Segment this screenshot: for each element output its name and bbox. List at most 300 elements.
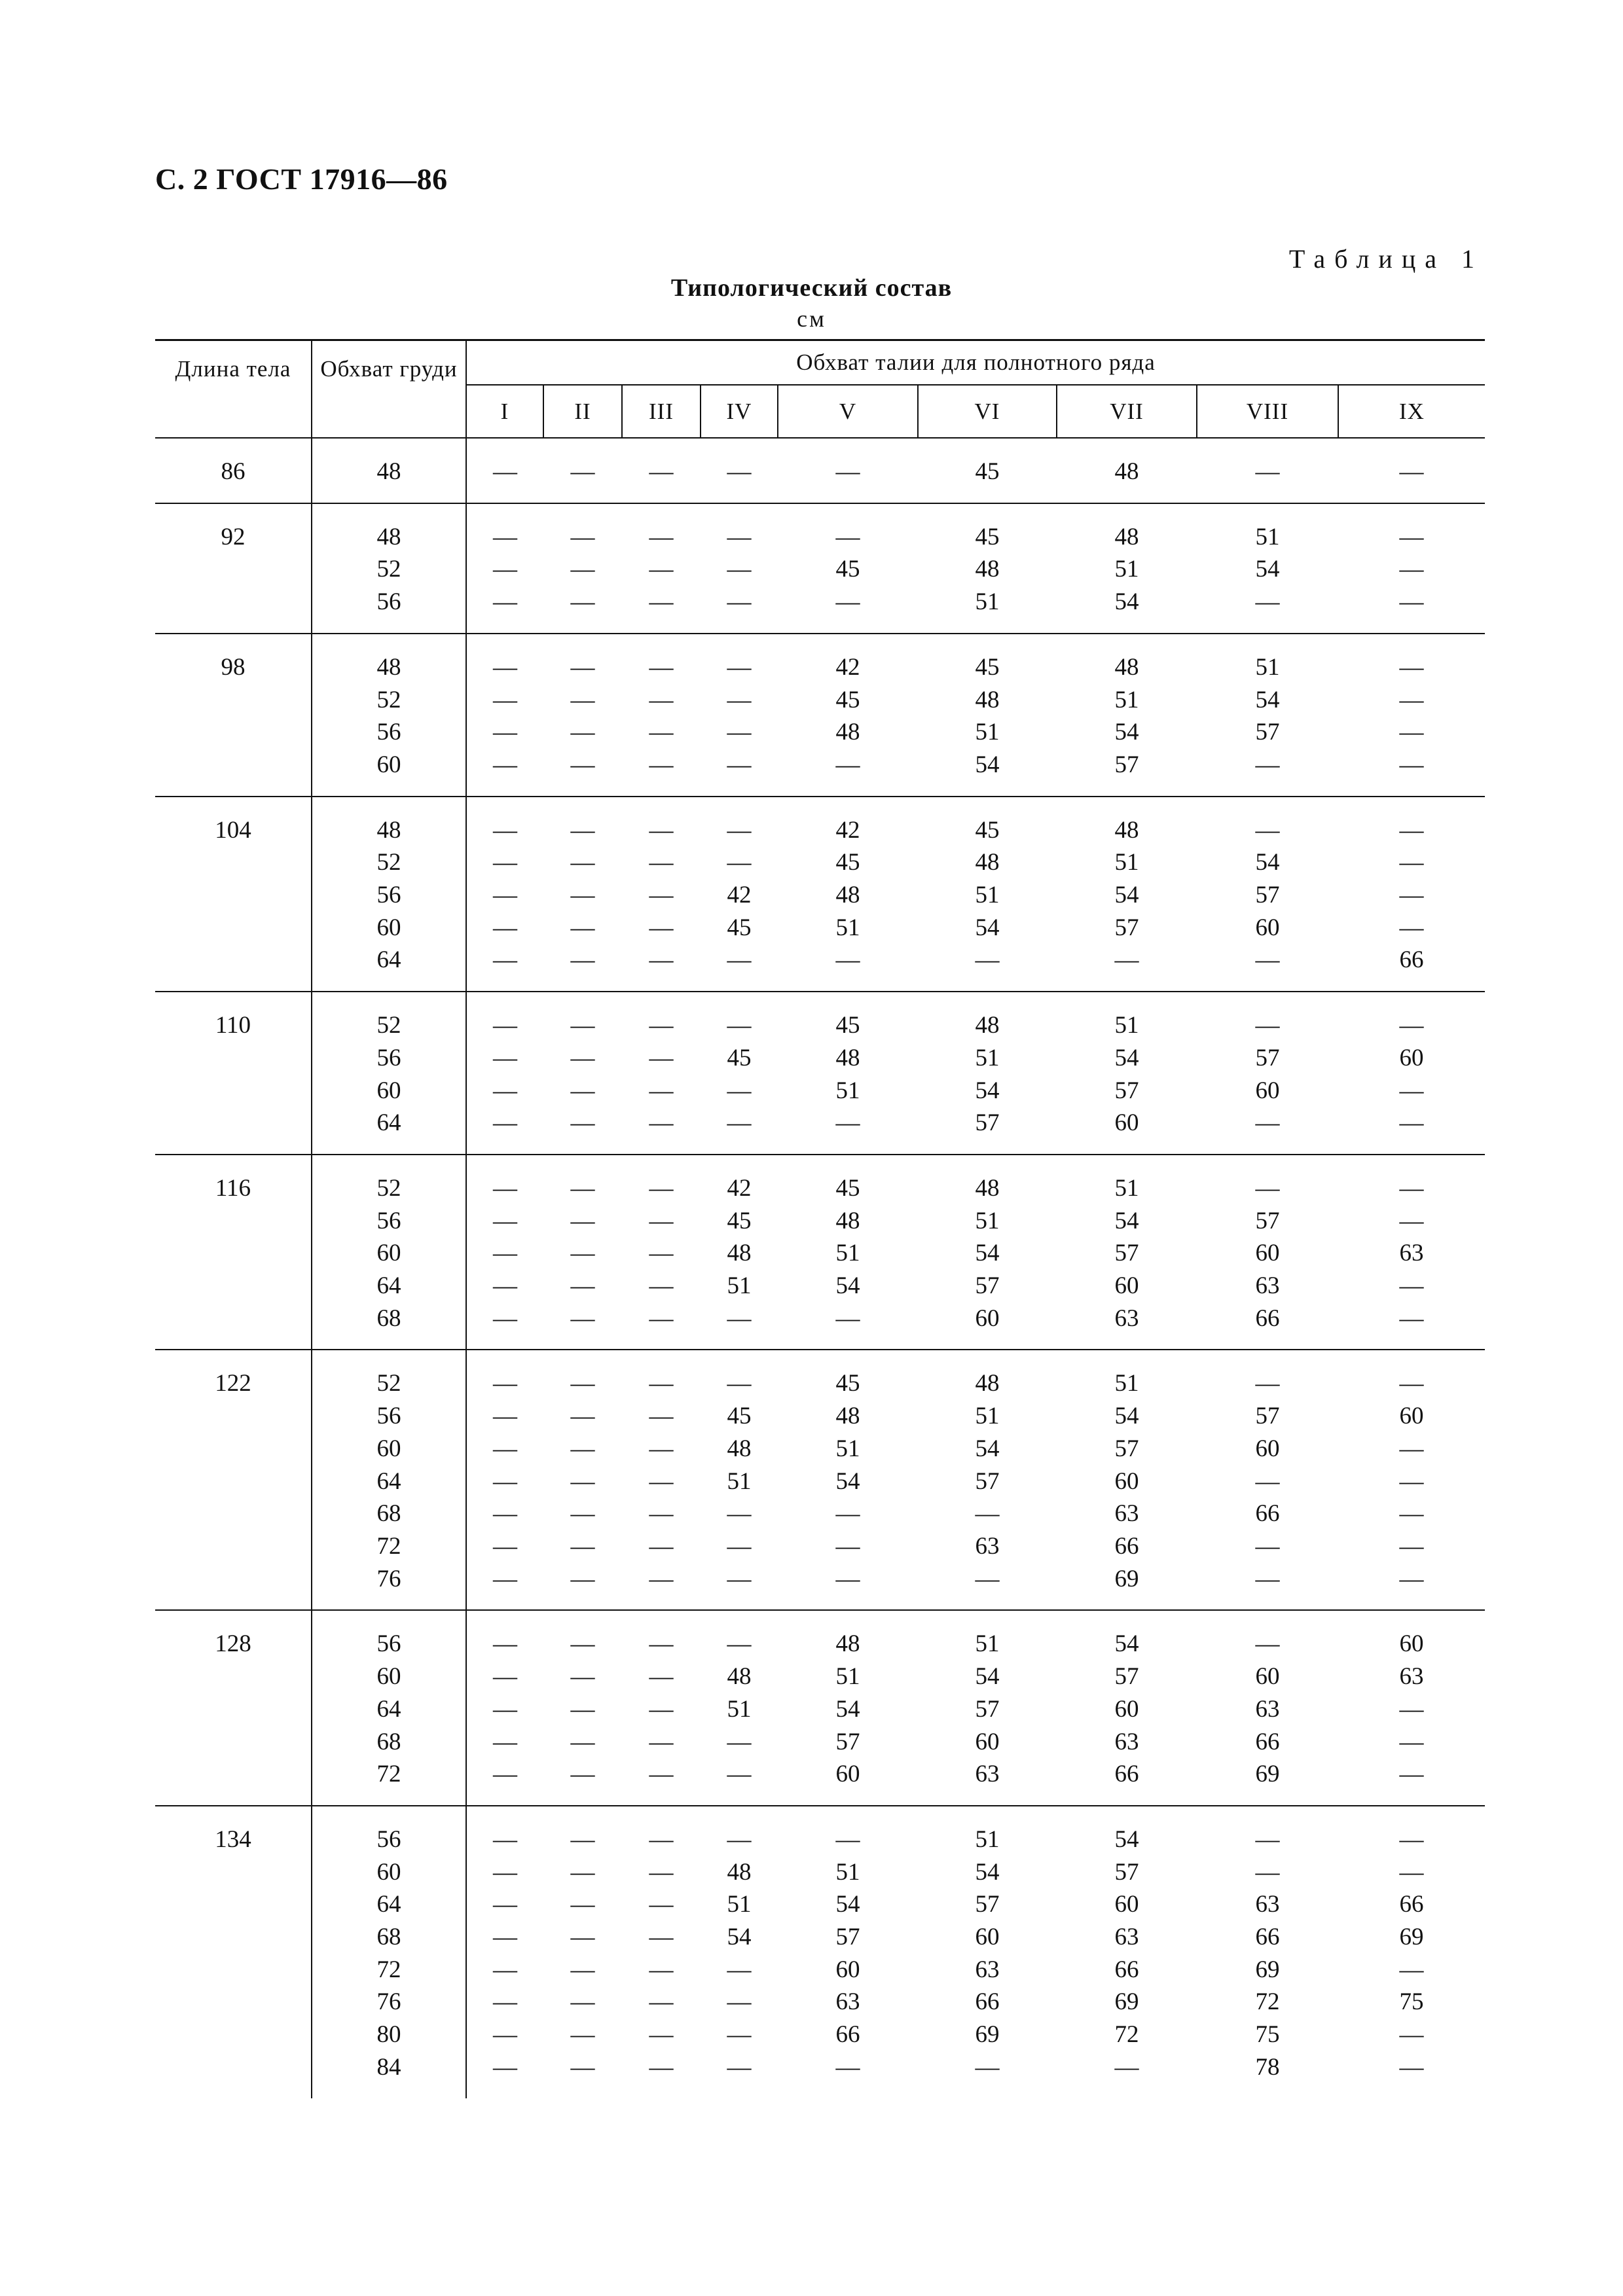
waist-value: 51 — [1255, 653, 1280, 681]
waist-value: 69 — [975, 2021, 1000, 2049]
waist-value: 51 — [835, 1435, 860, 1462]
chest-cell — [312, 1610, 466, 1806]
waist-column-cell-7 — [1057, 1350, 1197, 1610]
waist-value: — — [1255, 588, 1280, 616]
body-length-value: 92 — [221, 523, 246, 550]
chest-value: 68 — [376, 1924, 401, 1951]
waist-value: — — [570, 1240, 595, 1267]
waist-value: — — [570, 816, 595, 844]
waist-value: — — [649, 1761, 674, 1788]
waist-value: 69 — [1399, 1924, 1424, 1951]
body-length-cell — [155, 992, 312, 1155]
chest-value: 52 — [376, 1174, 401, 1202]
waist-value: — — [649, 1956, 674, 1983]
waist-value: — — [1399, 1207, 1424, 1234]
waist-column-cell-1 — [466, 503, 543, 634]
waist-column-cell-8 — [1197, 1155, 1338, 1350]
waist-value: — — [493, 2053, 517, 2081]
waist-value: — — [1399, 816, 1424, 844]
page-header: С. 2 ГОСТ 17916—86 — [155, 162, 448, 196]
waist-value: 60 — [1399, 1630, 1424, 1658]
waist-value: 60 — [1255, 1663, 1280, 1691]
waist-value: — — [835, 1565, 860, 1592]
waist-value: — — [649, 1304, 674, 1332]
waist-value: — — [493, 1012, 517, 1039]
waist-value: 42 — [835, 816, 860, 844]
waist-value: — — [570, 1467, 595, 1495]
waist-column-cell-2 — [543, 438, 622, 503]
waist-column-cell-9 — [1338, 438, 1485, 503]
waist-value: — — [570, 1858, 595, 1886]
waist-value: — — [570, 686, 595, 713]
waist-column-cell-3 — [622, 1610, 701, 1806]
waist-value: 48 — [975, 1012, 1000, 1039]
waist-value: — — [570, 1761, 595, 1788]
waist-value: 54 — [835, 1467, 860, 1495]
waist-value: 66 — [1114, 1956, 1139, 1983]
waist-value: — — [649, 1565, 674, 1592]
waist-column-cell-4 — [701, 634, 778, 797]
waist-value: — — [727, 1370, 752, 1397]
waist-value: — — [1399, 1012, 1424, 1039]
length-group-row — [155, 992, 1485, 1155]
waist-column-cell-9 — [1338, 634, 1485, 797]
waist-value: 51 — [975, 1630, 1000, 1658]
waist-value: 45 — [727, 1044, 752, 1071]
waist-value: — — [570, 1565, 595, 1592]
waist-value: 78 — [1255, 2053, 1280, 2081]
waist-value: 51 — [975, 882, 1000, 909]
waist-column-cell-4 — [701, 1350, 778, 1610]
length-group-row — [155, 438, 1485, 503]
waist-value: — — [649, 1630, 674, 1658]
waist-value: — — [570, 946, 595, 974]
fullness-header-8: VIII — [1197, 385, 1338, 438]
waist-value: 63 — [835, 1988, 860, 2016]
body-length-value: 116 — [215, 1174, 251, 1202]
waist-value: 60 — [1114, 1891, 1139, 1918]
waist-value: — — [1255, 1370, 1280, 1397]
chest-value: 56 — [376, 1630, 401, 1658]
waist-value: 54 — [1114, 882, 1139, 909]
waist-value: 51 — [975, 588, 1000, 616]
waist-column-cell-6 — [918, 1806, 1057, 2098]
waist-value: 72 — [1114, 2021, 1139, 2049]
waist-value: 57 — [1114, 1435, 1139, 1462]
waist-column-cell-5 — [778, 797, 918, 992]
waist-value: 45 — [727, 914, 752, 941]
waist-value: — — [649, 523, 674, 550]
fullness-header-1: I — [466, 385, 543, 438]
waist-value: 45 — [835, 556, 860, 583]
waist-value: — — [1399, 556, 1424, 583]
waist-value: — — [493, 556, 517, 583]
waist-value: — — [649, 1109, 674, 1137]
waist-value: 48 — [727, 1240, 752, 1267]
waist-column-cell-5 — [778, 1806, 918, 2098]
waist-value: — — [1399, 882, 1424, 909]
waist-value: — — [1255, 1858, 1280, 1886]
length-group-row — [155, 1155, 1485, 1350]
waist-value: — — [1399, 1109, 1424, 1137]
waist-value: — — [493, 1500, 517, 1528]
waist-value: — — [1255, 1109, 1280, 1137]
waist-value: — — [1114, 2053, 1139, 2081]
waist-value: 45 — [975, 523, 1000, 550]
typology-table — [155, 339, 1485, 2098]
waist-value: — — [835, 1532, 860, 1560]
waist-value: — — [649, 849, 674, 876]
body-length-cell — [155, 438, 312, 503]
waist-value: 48 — [1114, 458, 1139, 485]
waist-column-cell-3 — [622, 438, 701, 503]
waist-value: 57 — [975, 1891, 1000, 1918]
body-length-cell — [155, 1610, 312, 1806]
waist-value: — — [649, 882, 674, 909]
waist-column-cell-7 — [1057, 438, 1197, 503]
waist-value: 48 — [975, 1370, 1000, 1397]
chest-value: 60 — [376, 1077, 401, 1104]
waist-value: — — [649, 1272, 674, 1300]
waist-column-cell-7 — [1057, 503, 1197, 634]
waist-column-cell-4 — [701, 503, 778, 634]
waist-value: — — [727, 2021, 752, 2049]
waist-value: — — [649, 751, 674, 778]
fullness-header-3: III — [622, 385, 701, 438]
chest-value: 64 — [376, 1467, 401, 1495]
waist-value: — — [493, 1825, 517, 1853]
waist-value: — — [570, 849, 595, 876]
waist-value: — — [727, 1532, 752, 1560]
waist-value: 51 — [835, 1077, 860, 1104]
waist-value: — — [493, 1403, 517, 1430]
waist-value: — — [649, 1663, 674, 1691]
waist-column-cell-8 — [1197, 1806, 1338, 2098]
chest-value: 64 — [376, 1695, 401, 1723]
waist-value: 60 — [1255, 1435, 1280, 1462]
waist-value: — — [493, 1695, 517, 1723]
waist-value: 45 — [975, 458, 1000, 485]
waist-value: — — [493, 1304, 517, 1332]
unit-label: см — [797, 306, 826, 332]
waist-column-cell-6 — [918, 438, 1057, 503]
waist-value: 57 — [975, 1272, 1000, 1300]
waist-value: — — [727, 1109, 752, 1137]
waist-column-cell-1 — [466, 1610, 543, 1806]
waist-value: — — [1114, 946, 1139, 974]
waist-value: — — [493, 719, 517, 746]
fullness-header-2: II — [543, 385, 622, 438]
waist-column-cell-4 — [701, 1155, 778, 1350]
waist-value: — — [570, 458, 595, 485]
waist-value: — — [570, 1109, 595, 1137]
waist-value: — — [975, 1500, 1000, 1528]
waist-value: 54 — [1114, 1825, 1139, 1853]
waist-value: — — [649, 1044, 674, 1071]
waist-value: — — [727, 1565, 752, 1592]
chest-value: 56 — [376, 1825, 401, 1853]
waist-value: — — [493, 588, 517, 616]
chest-value: 64 — [376, 946, 401, 974]
waist-value: — — [1255, 816, 1280, 844]
waist-value: — — [493, 751, 517, 778]
fullness-header-5: V — [778, 385, 918, 438]
waist-column-cell-2 — [543, 1610, 622, 1806]
chest-value: 60 — [376, 1240, 401, 1267]
waist-value: 63 — [975, 1956, 1000, 1983]
waist-value: 57 — [1255, 719, 1280, 746]
waist-value: 63 — [1114, 1924, 1139, 1951]
waist-value: — — [570, 2053, 595, 2081]
chest-value: 72 — [376, 1761, 401, 1788]
waist-value: 51 — [727, 1272, 752, 1300]
waist-value: 48 — [975, 1174, 1000, 1202]
waist-value: — — [1399, 1174, 1424, 1202]
waist-value: — — [493, 1988, 517, 2016]
waist-value: — — [835, 1304, 860, 1332]
waist-value: 54 — [1114, 1630, 1139, 1658]
waist-column-cell-8 — [1197, 438, 1338, 503]
waist-value: 45 — [975, 816, 1000, 844]
waist-value: 51 — [835, 1858, 860, 1886]
waist-value: — — [649, 1695, 674, 1723]
waist-value: 60 — [1114, 1695, 1139, 1723]
waist-value: 54 — [1114, 719, 1139, 746]
waist-value: — — [493, 1532, 517, 1560]
waist-value: — — [727, 523, 752, 550]
fullness-header-7: VII — [1057, 385, 1197, 438]
waist-value: 57 — [1114, 751, 1139, 778]
chest-value: 68 — [376, 1728, 401, 1755]
waist-value: — — [649, 2053, 674, 2081]
waist-value: 66 — [975, 1988, 1000, 2016]
waist-column-cell-8 — [1197, 503, 1338, 634]
waist-value: — — [1399, 1077, 1424, 1104]
waist-value: — — [835, 1500, 860, 1528]
waist-column-cell-3 — [622, 1806, 701, 2098]
waist-column-cell-3 — [622, 503, 701, 634]
waist-value: — — [1399, 1304, 1424, 1332]
chest-value: 60 — [376, 914, 401, 941]
waist-value: 57 — [1114, 914, 1139, 941]
waist-value: 60 — [975, 1304, 1000, 1332]
waist-value: 60 — [1255, 914, 1280, 941]
waist-value: — — [649, 1240, 674, 1267]
waist-value: 51 — [1114, 686, 1139, 713]
waist-value: — — [570, 1077, 595, 1104]
waist-column-cell-5 — [778, 503, 918, 634]
waist-value: — — [727, 946, 752, 974]
waist-value: — — [570, 1272, 595, 1300]
waist-value: — — [649, 1403, 674, 1430]
waist-value: 69 — [1255, 1761, 1280, 1788]
waist-value: 48 — [835, 719, 860, 746]
waist-value: — — [649, 1012, 674, 1039]
waist-value: 48 — [835, 1403, 860, 1430]
waist-value: — — [570, 1891, 595, 1918]
waist-value: — — [493, 1761, 517, 1788]
waist-value: 57 — [1255, 1403, 1280, 1430]
waist-value: — — [727, 816, 752, 844]
waist-value: 57 — [835, 1924, 860, 1951]
waist-value: — — [493, 1891, 517, 1918]
waist-column-cell-8 — [1197, 634, 1338, 797]
waist-value: 48 — [835, 882, 860, 909]
waist-value: 66 — [1255, 1924, 1280, 1951]
waist-column-cell-5 — [778, 438, 918, 503]
waist-value: — — [493, 1728, 517, 1755]
waist-value: — — [727, 458, 752, 485]
waist-value: — — [570, 1044, 595, 1071]
waist-column-cell-3 — [622, 634, 701, 797]
waist-value: — — [727, 1825, 752, 1853]
waist-value: 51 — [975, 1044, 1000, 1071]
waist-column-cell-9 — [1338, 992, 1485, 1155]
waist-value: — — [1255, 1565, 1280, 1592]
waist-value: — — [570, 1304, 595, 1332]
chest-value: 56 — [376, 588, 401, 616]
waist-value: 42 — [835, 653, 860, 681]
waist-value: 54 — [975, 1858, 1000, 1886]
waist-value: 54 — [975, 1663, 1000, 1691]
waist-value: — — [1399, 1272, 1424, 1300]
chest-value: 48 — [376, 816, 401, 844]
waist-column-cell-5 — [778, 634, 918, 797]
waist-value: 57 — [975, 1109, 1000, 1137]
waist-value: — — [493, 849, 517, 876]
waist-column-cell-6 — [918, 797, 1057, 992]
waist-value: 63 — [975, 1532, 1000, 1560]
waist-value: — — [493, 1565, 517, 1592]
waist-value: — — [570, 1630, 595, 1658]
waist-value: — — [727, 1728, 752, 1755]
waist-value: 60 — [1255, 1240, 1280, 1267]
waist-value: — — [649, 556, 674, 583]
waist-value: — — [1399, 914, 1424, 941]
waist-value: — — [1399, 1956, 1424, 1983]
waist-value: 48 — [975, 686, 1000, 713]
length-group-row — [155, 1806, 1485, 2098]
waist-value: 51 — [1114, 849, 1139, 876]
waist-value: 57 — [975, 1695, 1000, 1723]
waist-value: — — [727, 1304, 752, 1332]
waist-value: 66 — [1255, 1500, 1280, 1528]
chest-header: Обхват груди — [312, 340, 466, 439]
fullness-header-9: IX — [1338, 385, 1485, 438]
waist-value: 60 — [1114, 1109, 1139, 1137]
waist-column-cell-4 — [701, 438, 778, 503]
waist-value: — — [1255, 946, 1280, 974]
waist-value: — — [493, 1240, 517, 1267]
waist-column-cell-3 — [622, 992, 701, 1155]
waist-value: — — [1399, 1761, 1424, 1788]
waist-value: — — [493, 2021, 517, 2049]
waist-column-cell-9 — [1338, 1806, 1485, 2098]
waist-column-cell-9 — [1338, 503, 1485, 634]
waist-value: — — [727, 1077, 752, 1104]
waist-value: — — [1399, 1435, 1424, 1462]
waist-column-cell-2 — [543, 992, 622, 1155]
waist-column-cell-9 — [1338, 1155, 1485, 1350]
waist-column-cell-4 — [701, 797, 778, 992]
table-title: Типологический состав — [670, 274, 953, 302]
waist-column-cell-5 — [778, 1350, 918, 1610]
waist-value: 54 — [1255, 556, 1280, 583]
waist-column-cell-7 — [1057, 992, 1197, 1155]
waist-column-cell-3 — [622, 1350, 701, 1610]
waist-column-cell-2 — [543, 503, 622, 634]
waist-value: — — [649, 1891, 674, 1918]
waist-value: 51 — [975, 1825, 1000, 1853]
waist-value: — — [570, 1403, 595, 1430]
waist-value: — — [570, 914, 595, 941]
waist-value: 66 — [1114, 1532, 1139, 1560]
waist-column-cell-6 — [918, 1350, 1057, 1610]
body-length-value: 86 — [221, 458, 246, 485]
waist-value: 45 — [835, 1370, 860, 1397]
waist-value: 60 — [835, 1956, 860, 1983]
body-length-cell — [155, 797, 312, 992]
chest-cell — [312, 1806, 466, 2098]
waist-value: 54 — [975, 751, 1000, 778]
waist-value: — — [975, 2053, 1000, 2081]
fullness-header-4: IV — [701, 385, 778, 438]
waist-value: 63 — [1399, 1663, 1424, 1691]
waist-value: — — [570, 751, 595, 778]
chest-cell — [312, 634, 466, 797]
waist-value: 54 — [727, 1924, 752, 1951]
waist-value: — — [1399, 1858, 1424, 1886]
waist-value: — — [1399, 1370, 1424, 1397]
chest-value: 60 — [376, 1663, 401, 1691]
waist-column-cell-5 — [778, 1610, 918, 1806]
waist-column-cell-2 — [543, 1806, 622, 2098]
waist-value: 66 — [835, 2021, 860, 2049]
waist-value: 63 — [975, 1761, 1000, 1788]
waist-value: — — [649, 588, 674, 616]
waist-value: 63 — [1255, 1272, 1280, 1300]
waist-value: — — [1399, 1825, 1424, 1853]
chest-value: 48 — [376, 458, 401, 485]
waist-value: 60 — [1114, 1272, 1139, 1300]
chest-value: 60 — [376, 751, 401, 778]
waist-value: — — [835, 1825, 860, 1853]
waist-value: — — [649, 1435, 674, 1462]
chest-value: 48 — [376, 653, 401, 681]
waist-value: — — [1255, 1174, 1280, 1202]
waist-column-cell-6 — [918, 1155, 1057, 1350]
chest-value: 56 — [376, 1044, 401, 1071]
waist-value: — — [570, 1695, 595, 1723]
waist-value: — — [570, 1012, 595, 1039]
waist-column-cell-3 — [622, 797, 701, 992]
waist-column-cell-6 — [918, 992, 1057, 1155]
waist-value: — — [493, 1207, 517, 1234]
waist-value: 54 — [1255, 686, 1280, 713]
chest-cell — [312, 438, 466, 503]
waist-value: 51 — [1255, 523, 1280, 550]
waist-value: 45 — [975, 653, 1000, 681]
waist-value: — — [493, 1435, 517, 1462]
chest-value: 52 — [376, 686, 401, 713]
waist-value: — — [835, 751, 860, 778]
chest-value: 48 — [376, 523, 401, 550]
body-length-cell — [155, 1350, 312, 1610]
waist-value: 66 — [1255, 1728, 1280, 1755]
waist-value: — — [1255, 1532, 1280, 1560]
waist-value: 48 — [975, 556, 1000, 583]
waist-value: 54 — [975, 1240, 1000, 1267]
